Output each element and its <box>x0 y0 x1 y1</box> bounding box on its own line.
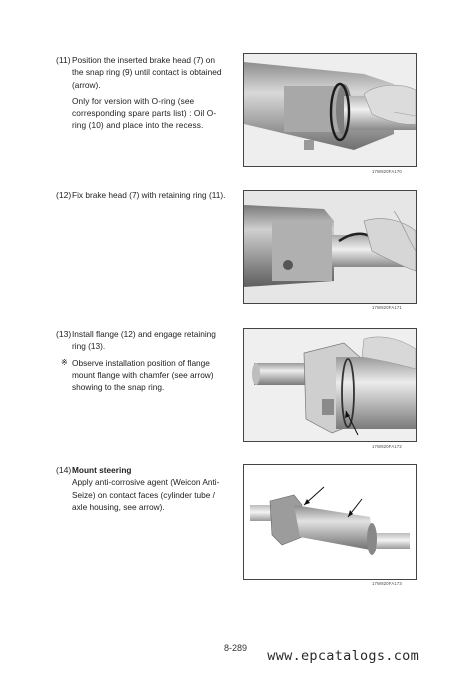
photo-flange-install <box>243 328 417 442</box>
step-14 <box>56 464 228 513</box>
step-12 <box>56 189 228 201</box>
step-11 <box>56 54 228 132</box>
photo-caption: 17W820FA171 <box>372 305 402 310</box>
page-number: 8-289 <box>223 643 248 653</box>
step-number: (11) <box>56 55 71 65</box>
step-number: (14) <box>56 465 72 475</box>
note-text: Observe installation position of flange mount flange with chamfer (see arrow) showing to the snap ring. <box>72 357 214 393</box>
step-number: (12) <box>56 190 72 200</box>
photo-caption: 17W820FA173 <box>372 581 402 586</box>
photo-caption: 17W820FA172 <box>372 444 402 449</box>
step-note <box>56 357 228 394</box>
step-13 <box>56 328 228 393</box>
step-text: Apply anti-corrosive agent (Weicon Anti-Seize) on contact faces (cylinder tube / axle housing, see arrow). <box>72 477 220 512</box>
watermark: www.epcatalogs.com <box>267 648 419 664</box>
step-text: Fix brake head (7) with retaining ring (11). <box>72 190 226 200</box>
step-number: (13) <box>56 329 72 339</box>
note-mark: ※ <box>61 357 68 367</box>
photo-steering-cylinder <box>243 464 417 580</box>
photo-brake-head-snap-ring <box>243 53 417 167</box>
photo-caption: 17W820FA170 <box>372 169 402 174</box>
step-text: Install flange (12) and engage retaining ring (13). <box>72 329 216 352</box>
step-text: Position the inserted brake head (7) on the snap ring (9) until contact is obtained (arrow). <box>72 55 222 90</box>
step-subtext: Only for version with O-ring (see corresponding spare parts list) : Oil O-ring (10) and place into the recess. <box>72 95 217 131</box>
photo-retaining-ring <box>243 190 417 304</box>
step-heading: Mount steering <box>72 465 132 475</box>
